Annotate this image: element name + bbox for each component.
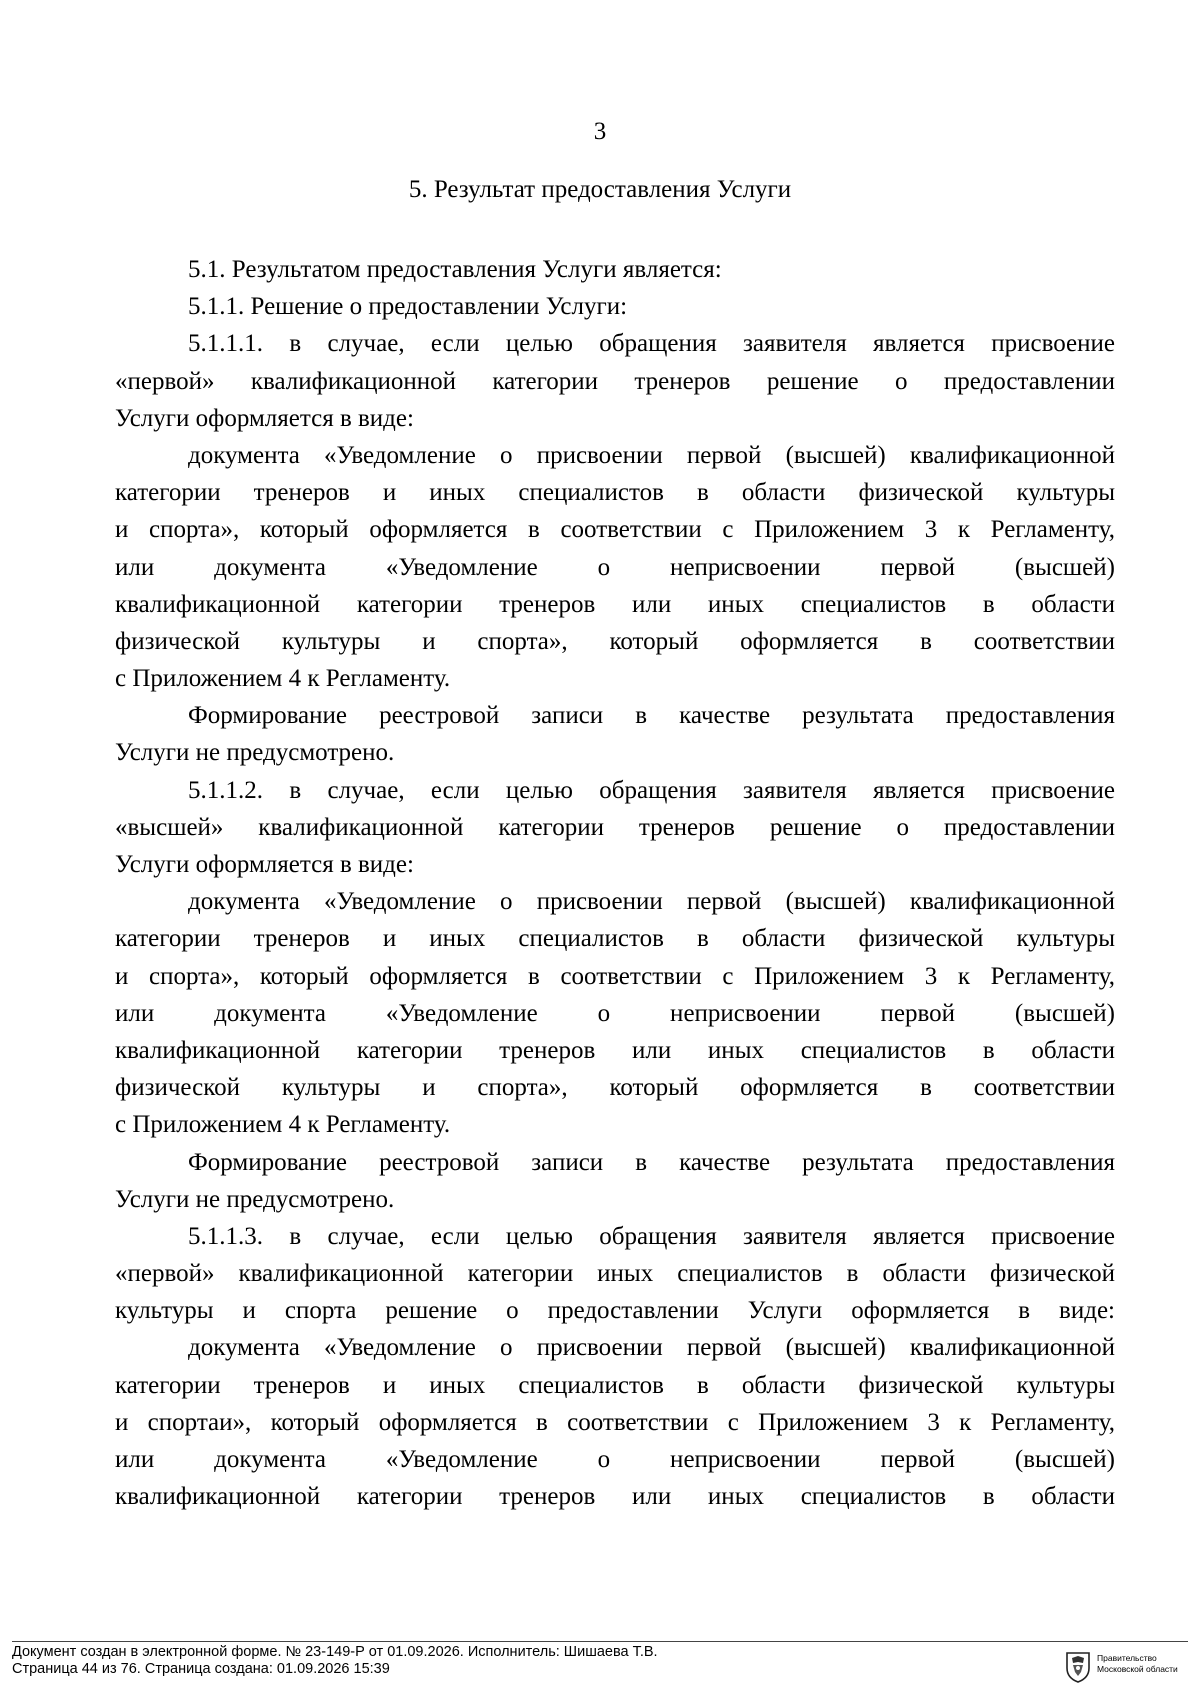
body-line: документа «Уведомление о присвоении первой (высшей) квалификационной xyxy=(188,441,1115,469)
body-line: и спорта», который оформляется в соответствии с Приложением 3 к Регламенту, xyxy=(115,962,1115,990)
coat-of-arms-icon xyxy=(1064,1650,1092,1684)
body-line: «высшей» квалификационной категории тренеров решение о предоставлении xyxy=(115,813,1115,841)
footer-rule xyxy=(12,1641,1188,1642)
footer-organization xyxy=(1097,1653,1178,1675)
body-line: 5.1.1.3. в случае, если целью обращения заявителя является присвоение xyxy=(188,1222,1115,1250)
body-line: Услуги оформляется в виде: xyxy=(115,851,414,878)
footer-org-line2: Московской области xyxy=(1097,1664,1178,1674)
body-line: квалификационной категории тренеров или иных специалистов в области xyxy=(115,590,1115,618)
body-line: квалификационной категории тренеров или иных специалистов в области xyxy=(115,1483,1115,1511)
body-line: и спорта», который оформляется в соответствии с Приложением 3 к Регламенту, xyxy=(115,516,1115,544)
body-line: 5.1.1.1. в случае, если целью обращения заявителя является присвоение xyxy=(188,330,1115,358)
footer-info xyxy=(12,1644,1032,1678)
body-line: физической культуры и спорта», который оформляется в соответствии xyxy=(115,627,1115,655)
body-line: культуры и спорта решение о предоставлении Услуги оформляется в виде: xyxy=(115,1297,1115,1325)
body-line: Услуги не предусмотрено. xyxy=(115,739,395,767)
body-line: «первой» квалификационной категории иных специалистов в области физической xyxy=(115,1260,1115,1288)
footer-document-info: Документ создан в электронной форме. № 23-149-Р от 01.09.2026. Исполнитель: Шишаева Т.В. xyxy=(12,1644,658,1660)
body-line: документа «Уведомление о присвоении первой (высшей) квалификационной xyxy=(188,1334,1115,1362)
section-title: 5. Результат предоставления Услуги xyxy=(408,176,792,203)
body-line: 5.1. Результатом предоставления Услуги является: xyxy=(188,256,722,283)
footer-page-info: Страница 44 из 76. Страница создана: 01.09.2026 15:39 xyxy=(12,1661,390,1677)
body-line: Услуги оформляется в виде: xyxy=(115,404,414,432)
body-line: Услуги не предусмотрено. xyxy=(115,1185,395,1213)
body-line: документа «Уведомление о присвоении первой (высшей) квалификационной xyxy=(188,888,1115,916)
page-number: 3 xyxy=(593,118,607,145)
body-line: 5.1.1. Решение о предоставлении Услуги: xyxy=(188,293,628,321)
body-line: или документа «Уведомление о неприсвоении первой (высшей) xyxy=(115,553,1115,581)
body-line: с Приложением 4 к Регламенту. xyxy=(115,1111,451,1139)
body-line: категории тренеров и иных специалистов в области физической культуры xyxy=(115,1371,1115,1399)
body-line: «первой» квалификационной категории тренеров решение о предоставлении xyxy=(115,367,1115,395)
document-body xyxy=(115,251,1115,1515)
body-line: Формирование реестровой записи в качестве результата предоставления xyxy=(188,702,1115,730)
body-line: с Приложением 4 к Регламенту. xyxy=(115,665,451,693)
footer-org-line1: Правительство xyxy=(1097,1653,1157,1663)
body-line: категории тренеров и иных специалистов в области физической культуры xyxy=(115,925,1115,953)
body-line: Формирование реестровой записи в качестве результата предоставления xyxy=(188,1148,1115,1176)
body-line: и спортаи», который оформляется в соответствии с Приложением 3 к Регламенту, xyxy=(115,1408,1115,1436)
body-line: 5.1.1.2. в случае, если целью обращения заявителя является присвоение xyxy=(188,776,1115,804)
body-line: физической культуры и спорта», который оформляется в соответствии xyxy=(115,1074,1115,1102)
body-line: или документа «Уведомление о неприсвоении первой (высшей) xyxy=(115,1446,1115,1473)
body-line: или документа «Уведомление о неприсвоении первой (высшей) xyxy=(115,999,1115,1027)
body-line: категории тренеров и иных специалистов в области физической культуры xyxy=(115,479,1115,507)
body-line: квалификационной категории тренеров или иных специалистов в области xyxy=(115,1036,1115,1064)
